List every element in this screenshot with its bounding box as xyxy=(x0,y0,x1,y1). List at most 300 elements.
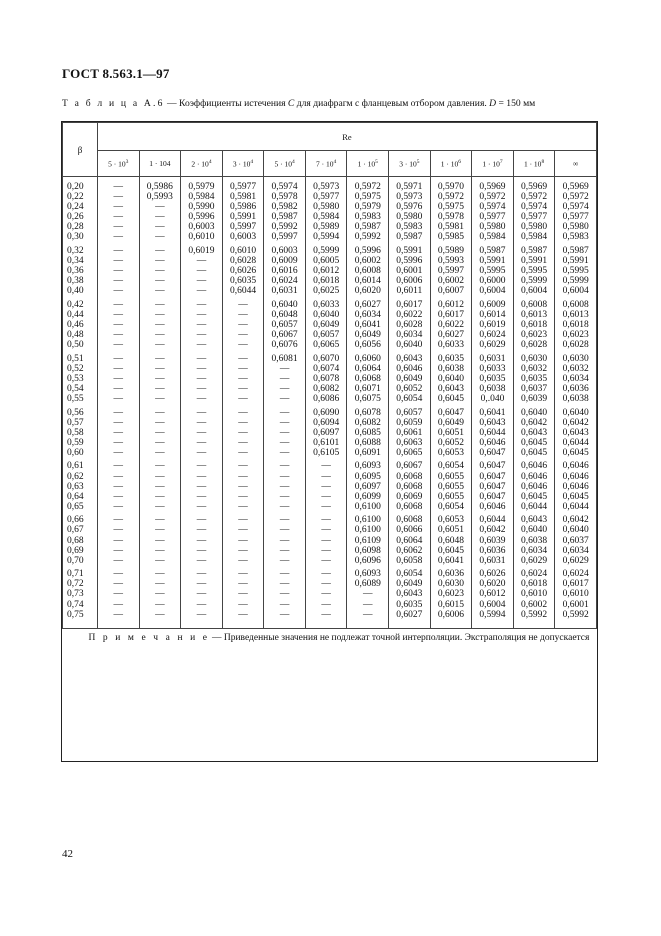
coefficient-cell: 0,5972 xyxy=(472,192,514,202)
coefficient-cell: 0,6070 xyxy=(305,354,347,364)
coefficient-cell: 0,6097 xyxy=(347,482,389,492)
coefficient-cell: 0,6001 xyxy=(389,266,431,276)
coefficient-cell: 0,6064 xyxy=(389,536,431,546)
table-row xyxy=(63,408,597,418)
coefficient-cell: — xyxy=(222,579,264,589)
coefficient-cell: 0,6086 xyxy=(305,394,347,408)
coefficient-cell: 0,5974 xyxy=(264,177,306,193)
coefficient-cell: 0,5999 xyxy=(555,276,597,286)
note-label: П р и м е ч а н и е xyxy=(88,633,210,644)
caption-var-c: C xyxy=(287,98,295,109)
coefficient-cell: 0,6009 xyxy=(472,300,514,310)
reynolds-column-header xyxy=(305,151,347,177)
coefficient-cell: 0,6034 xyxy=(389,330,431,340)
coefficient-cell: 0,6040 xyxy=(555,525,597,535)
coefficient-cell: — xyxy=(139,546,181,556)
coefficient-cell: 0,5991 xyxy=(472,256,514,266)
coefficient-cell: 0,6040 xyxy=(305,310,347,320)
coefficient-cell: — xyxy=(181,579,223,589)
coefficient-cell: — xyxy=(139,374,181,384)
coefficient-cell: — xyxy=(222,394,264,408)
coefficient-cell: 0,5984 xyxy=(181,192,223,202)
coefficient-cell: 0,6025 xyxy=(305,286,347,300)
re-value-base: 1 · 104 xyxy=(149,159,171,168)
coefficient-cell: 0,6027 xyxy=(389,610,431,629)
coefficient-cell: — xyxy=(139,320,181,330)
coefficient-cell: — xyxy=(222,354,264,364)
re-value-base: ∞ xyxy=(573,159,579,168)
table-row xyxy=(63,232,597,246)
caption-var-d: D xyxy=(489,98,497,109)
coefficient-cell: 0,6022 xyxy=(430,320,472,330)
re-value-base: 1 · 10 xyxy=(357,159,376,169)
coefficient-cell: — xyxy=(222,330,264,340)
coefficient-cell: — xyxy=(347,589,389,599)
coefficient-cell: 0,6018 xyxy=(305,276,347,286)
coefficient-table-frame xyxy=(61,121,598,762)
coefficient-cell: 0,6043 xyxy=(513,515,555,525)
re-value-base: 1 · 10 xyxy=(523,159,542,169)
reynolds-column-header xyxy=(472,151,514,177)
coefficient-cell: 0,6032 xyxy=(555,364,597,374)
coefficient-cell: — xyxy=(181,256,223,266)
coefficient-cell: 0,6040 xyxy=(389,340,431,354)
coefficient-cell: 0,6048 xyxy=(264,310,306,320)
beta-cell: 0,73 xyxy=(63,589,98,599)
coefficient-cell: 0,6046 xyxy=(555,472,597,482)
coefficient-cell: — xyxy=(98,482,140,492)
coefficient-cell: — xyxy=(264,448,306,462)
coefficient-cell: 0,6006 xyxy=(430,610,472,629)
beta-cell: 0,51 xyxy=(63,354,98,364)
coefficient-cell: 0,5977 xyxy=(472,212,514,222)
coefficient-cell: — xyxy=(139,246,181,256)
coefficient-cell: 0,6045 xyxy=(513,448,555,462)
coefficient-cell: — xyxy=(139,340,181,354)
coefficient-cell: 0,6065 xyxy=(389,448,431,462)
coefficient-cell: 0,6027 xyxy=(430,330,472,340)
coefficient-cell: 0,6085 xyxy=(347,428,389,438)
coefficient-cell: — xyxy=(139,256,181,266)
coefficient-cell: 0,5980 xyxy=(389,212,431,222)
coefficient-cell: 0,6036 xyxy=(472,546,514,556)
coefficient-cell: 0,6006 xyxy=(389,276,431,286)
coefficient-cell: 0,6012 xyxy=(305,266,347,276)
coefficient-cell: 0,6047 xyxy=(472,461,514,471)
coefficient-cell: — xyxy=(222,408,264,418)
coefficient-cell: — xyxy=(264,418,306,428)
coefficient-cell: — xyxy=(305,610,347,629)
coefficient-cell: — xyxy=(222,525,264,535)
coefficient-cell: 0,6041 xyxy=(430,556,472,570)
coefficient-cell: 0,5972 xyxy=(513,192,555,202)
table-row xyxy=(63,222,597,232)
coefficient-cell: 0,6040 xyxy=(513,525,555,535)
coefficient-cell: — xyxy=(264,482,306,492)
coefficient-cell: — xyxy=(98,438,140,448)
coefficient-cell: 0,5996 xyxy=(389,256,431,266)
coefficient-cell: 0,6055 xyxy=(430,492,472,502)
coefficient-cell: 0,6031 xyxy=(472,354,514,364)
beta-cell: 0,57 xyxy=(63,418,98,428)
table-row xyxy=(63,330,597,340)
coefficient-cell: — xyxy=(139,232,181,246)
coefficient-cell: — xyxy=(264,461,306,471)
coefficient-cell: 0,5992 xyxy=(347,232,389,246)
coefficient-cell: 0,6004 xyxy=(555,286,597,300)
coefficient-cell: 0,6015 xyxy=(430,600,472,610)
coefficient-cell: — xyxy=(222,536,264,546)
coefficient-cell: 0,6019 xyxy=(472,320,514,330)
coefficient-cell: — xyxy=(181,569,223,579)
coefficient-cell: 0,5973 xyxy=(389,192,431,202)
coefficient-cell: 0,6043 xyxy=(430,384,472,394)
coefficient-cell: 0,5979 xyxy=(181,177,223,193)
beta-cell: 0,46 xyxy=(63,320,98,330)
coefficient-cell: 0,5981 xyxy=(222,192,264,202)
coefficient-cell: — xyxy=(264,600,306,610)
coefficient-cell: — xyxy=(139,428,181,438)
table-row xyxy=(63,502,597,516)
coefficient-cell: — xyxy=(222,320,264,330)
coefficient-cell: 0,6023 xyxy=(430,589,472,599)
coefficient-cell: 0,5987 xyxy=(513,246,555,256)
coefficient-cell: 0,6075 xyxy=(347,394,389,408)
coefficient-cell: 0,6046 xyxy=(513,472,555,482)
coefficient-cell: — xyxy=(98,492,140,502)
re-value-exponent: 7 xyxy=(499,158,503,165)
coefficient-cell: 0,6071 xyxy=(347,384,389,394)
coefficient-cell: 0,5977 xyxy=(305,192,347,202)
re-value-base: 1 · 10 xyxy=(482,159,500,169)
coefficient-cell: 0,6019 xyxy=(181,246,223,256)
coefficient-cell: — xyxy=(264,364,306,374)
beta-column-header: β xyxy=(63,123,98,177)
coefficient-cell: — xyxy=(98,536,140,546)
coefficient-cell: — xyxy=(98,246,140,256)
coefficient-cell: — xyxy=(181,482,223,492)
coefficient-cell: — xyxy=(222,310,264,320)
coefficient-cell: 0,6044 xyxy=(555,502,597,516)
coefficient-cell: — xyxy=(181,300,223,310)
coefficient-cell: — xyxy=(98,448,140,462)
table-row xyxy=(63,448,597,462)
coefficient-cell: — xyxy=(264,515,306,525)
coefficient-cell: 0,6042 xyxy=(513,418,555,428)
coefficient-cell: 0,6055 xyxy=(430,482,472,492)
table-row xyxy=(63,384,597,394)
coefficient-cell: 0,6016 xyxy=(264,266,306,276)
coefficient-cell: 0,6033 xyxy=(430,340,472,354)
coefficient-cell: 0,6027 xyxy=(347,300,389,310)
coefficient-cell: — xyxy=(222,610,264,629)
coefficient-cell: 0,6049 xyxy=(389,579,431,589)
coefficient-cell: — xyxy=(181,600,223,610)
coefficient-cell: — xyxy=(305,579,347,589)
table-row xyxy=(63,515,597,525)
coefficient-cell: 0,6038 xyxy=(472,384,514,394)
table-row xyxy=(63,536,597,546)
table-row xyxy=(63,320,597,330)
coefficient-cell: — xyxy=(98,232,140,246)
coefficient-cell: — xyxy=(181,472,223,482)
coefficient-cell: 0,6054 xyxy=(430,461,472,471)
re-value-exponent: 6 xyxy=(458,158,462,165)
coefficient-cell: 0,6049 xyxy=(347,330,389,340)
table-row xyxy=(63,354,597,364)
table-body xyxy=(63,177,597,629)
coefficient-cell: — xyxy=(264,569,306,579)
beta-cell: 0,74 xyxy=(63,600,98,610)
coefficient-cell: 0,6096 xyxy=(347,556,389,570)
table-row xyxy=(63,212,597,222)
coefficient-cell: — xyxy=(181,408,223,418)
beta-cell: 0,59 xyxy=(63,438,98,448)
coefficient-cell: — xyxy=(139,286,181,300)
coefficient-cell: 0,5969 xyxy=(555,177,597,193)
beta-cell: 0,68 xyxy=(63,536,98,546)
coefficient-cell: 0,6031 xyxy=(472,556,514,570)
coefficient-cell: 0,6057 xyxy=(264,320,306,330)
coefficient-cell: — xyxy=(139,556,181,570)
coefficient-cell: 0,6040 xyxy=(430,374,472,384)
coefficient-cell: — xyxy=(264,589,306,599)
coefficient-cell: — xyxy=(98,192,140,202)
reynolds-column-header xyxy=(555,151,597,177)
coefficient-cell: 0,5996 xyxy=(347,246,389,256)
coefficient-cell: 0,6005 xyxy=(305,256,347,266)
coefficient-cell: 0,6046 xyxy=(472,438,514,448)
re-value-base: 2 · 10 xyxy=(191,159,209,169)
reynolds-column-header xyxy=(347,151,389,177)
coefficient-cell: — xyxy=(222,515,264,525)
coefficient-cell: — xyxy=(181,394,223,408)
coefficient-cell: 0,5973 xyxy=(305,177,347,193)
coefficient-cell: — xyxy=(181,556,223,570)
coefficient-cell: 0,6090 xyxy=(305,408,347,418)
coefficient-cell: 0,5969 xyxy=(472,177,514,193)
coefficient-cell: — xyxy=(181,384,223,394)
coefficient-cell: — xyxy=(264,556,306,570)
beta-cell: 0,58 xyxy=(63,428,98,438)
coefficient-cell: 0,5987 xyxy=(347,222,389,232)
beta-cell: 0,28 xyxy=(63,222,98,232)
beta-cell: 0,55 xyxy=(63,394,98,408)
reynolds-header: Re xyxy=(98,123,597,151)
coefficient-cell: 0,6066 xyxy=(389,525,431,535)
coefficient-cell: 0,6065 xyxy=(305,340,347,354)
coefficient-cell: 0,6042 xyxy=(555,418,597,428)
coefficient-cell: — xyxy=(98,310,140,320)
coefficient-cell: 0,6010 xyxy=(181,232,223,246)
coefficient-cell: 0,6093 xyxy=(347,461,389,471)
coefficient-cell: 0,6028 xyxy=(555,340,597,354)
coefficient-cell: — xyxy=(264,408,306,418)
coefficient-cell: 0,6043 xyxy=(513,428,555,438)
coefficient-cell: 0,5978 xyxy=(430,212,472,222)
coefficient-cell: — xyxy=(181,502,223,516)
re-value-exponent: 5 xyxy=(375,158,378,165)
beta-cell: 0,52 xyxy=(63,364,98,374)
coefficient-cell: 0,6020 xyxy=(472,579,514,589)
coefficient-cell: — xyxy=(98,354,140,364)
coefficient-cell: 0,6038 xyxy=(513,536,555,546)
coefficient-cell: 0,6040 xyxy=(264,300,306,310)
coefficient-cell: 0,5971 xyxy=(389,177,431,193)
beta-cell: 0,40 xyxy=(63,286,98,300)
coefficient-cell: 0,5984 xyxy=(472,232,514,246)
coefficient-cell: — xyxy=(98,266,140,276)
coefficient-cell: 0,6076 xyxy=(264,340,306,354)
coefficient-cell: 0,5992 xyxy=(264,222,306,232)
coefficient-cell: 0,6105 xyxy=(305,448,347,462)
coefficient-cell: — xyxy=(98,256,140,266)
coefficient-cell: — xyxy=(98,515,140,525)
coefficient-cell: 0,6082 xyxy=(305,384,347,394)
coefficient-cell: — xyxy=(305,482,347,492)
coefficient-cell: — xyxy=(98,569,140,579)
table-row xyxy=(63,589,597,599)
coefficient-cell: 0,5995 xyxy=(555,266,597,276)
coefficient-cell: 0,5977 xyxy=(513,212,555,222)
coefficient-cell: — xyxy=(222,569,264,579)
coefficient-cell: 0,6024 xyxy=(264,276,306,286)
table-row xyxy=(63,579,597,589)
coefficient-cell: — xyxy=(181,266,223,276)
table-row xyxy=(63,266,597,276)
reynolds-column-header xyxy=(181,151,223,177)
coefficient-cell: 0,6018 xyxy=(513,320,555,330)
beta-cell: 0,50 xyxy=(63,340,98,354)
coefficient-cell: 0,6068 xyxy=(347,374,389,384)
coefficient-cell: 0,6030 xyxy=(430,579,472,589)
coefficient-cell: 0,5978 xyxy=(264,192,306,202)
coefficient-cell: 0,6068 xyxy=(389,502,431,516)
table-row xyxy=(63,556,597,570)
coefficient-cell: 0,6022 xyxy=(389,310,431,320)
coefficient-cell: 0,6045 xyxy=(430,546,472,556)
coefficient-cell: 0,6023 xyxy=(555,330,597,340)
re-value-exponent: 4 xyxy=(333,158,337,165)
coefficient-cell: 0,5999 xyxy=(513,276,555,286)
coefficient-cell: — xyxy=(98,212,140,222)
table-row xyxy=(63,525,597,535)
coefficient-cell: 0,6044 xyxy=(222,286,264,300)
coefficient-cell: 0,6010 xyxy=(513,589,555,599)
coefficient-cell: 0,6057 xyxy=(389,408,431,418)
coefficient-cell: 0,6033 xyxy=(472,364,514,374)
coefficient-cell: 0,5997 xyxy=(430,266,472,276)
re-value-exponent: 3 xyxy=(125,158,129,165)
coefficient-cell: — xyxy=(139,492,181,502)
beta-cell: 0,67 xyxy=(63,525,98,535)
coefficient-cell: — xyxy=(181,364,223,374)
coefficient-cell: 0,6039 xyxy=(513,394,555,408)
coefficient-cell: 0,5974 xyxy=(472,202,514,212)
coefficient-cell: — xyxy=(181,546,223,556)
coefficient-cell: 0,6089 xyxy=(347,579,389,589)
document-code: ГОСТ 8.563.1—97 xyxy=(62,66,170,81)
coefficient-cell: — xyxy=(264,428,306,438)
coefficient-cell: 0,5993 xyxy=(430,256,472,266)
caption-text-2: для диафрагм с фланцевым отбором давления. xyxy=(294,98,490,109)
table-row xyxy=(63,394,597,408)
coefficient-cell: 0,6058 xyxy=(389,556,431,570)
coefficient-cell: 0,6045 xyxy=(513,492,555,502)
coefficient-cell: 0,6047 xyxy=(472,472,514,482)
re-value-exponent: 4 xyxy=(250,158,254,165)
coefficient-cell: 0,6041 xyxy=(472,408,514,418)
coefficient-cell: — xyxy=(264,394,306,408)
coefficient-cell: — xyxy=(98,286,140,300)
coefficient-cell: 0,6028 xyxy=(389,320,431,330)
beta-cell: 0,30 xyxy=(63,232,98,246)
coefficient-cell: — xyxy=(181,340,223,354)
coefficient-cell: 0,5987 xyxy=(389,232,431,246)
reynolds-columns-row xyxy=(63,151,597,177)
coefficient-cell: 0,6055 xyxy=(430,472,472,482)
coefficient-cell: — xyxy=(181,330,223,340)
coefficient-cell: — xyxy=(264,536,306,546)
coefficient-cell: — xyxy=(264,374,306,384)
coefficient-cell: 0,6054 xyxy=(389,569,431,579)
coefficient-cell: 0,6047 xyxy=(472,482,514,492)
beta-cell: 0,65 xyxy=(63,502,98,516)
coefficient-cell: 0,6035 xyxy=(430,354,472,364)
coefficient-cell: — xyxy=(98,222,140,232)
re-value-base: 3 · 10 xyxy=(399,159,417,169)
coefficient-cell: 0,6034 xyxy=(513,546,555,556)
coefficient-cell: 0,6049 xyxy=(430,418,472,428)
coefficient-cell: 0,5990 xyxy=(181,202,223,212)
coefficient-cell: 0,6063 xyxy=(389,438,431,448)
coefficient-cell: 0,6037 xyxy=(513,384,555,394)
table-row xyxy=(63,300,597,310)
coefficient-cell: 0,5969 xyxy=(513,177,555,193)
coefficient-cell: — xyxy=(98,374,140,384)
coefficient-cell: 0,6067 xyxy=(264,330,306,340)
coefficient-cell: 0,6052 xyxy=(389,384,431,394)
coefficient-cell: 0,6060 xyxy=(347,354,389,364)
coefficient-cell: — xyxy=(305,515,347,525)
coefficient-cell: 0,5995 xyxy=(472,266,514,276)
beta-cell: 0,36 xyxy=(63,266,98,276)
coefficient-cell: 0,6035 xyxy=(472,374,514,384)
coefficient-cell: — xyxy=(181,310,223,320)
coefficient-cell: 0,6035 xyxy=(513,374,555,384)
coefficient-cell: 0,5987 xyxy=(264,212,306,222)
coefficient-cell: — xyxy=(98,340,140,354)
coefficient-cell: — xyxy=(98,589,140,599)
coefficient-cell: 0,6044 xyxy=(472,428,514,438)
coefficient-cell: 0,6043 xyxy=(389,354,431,364)
coefficient-cell: — xyxy=(139,330,181,340)
table-row xyxy=(63,310,597,320)
coefficient-cell: — xyxy=(139,222,181,232)
coefficient-cell: — xyxy=(222,428,264,438)
coefficient-cell: 0,6024 xyxy=(472,330,514,340)
coefficient-cell: 0,6051 xyxy=(430,428,472,438)
coefficient-cell: 0,6033 xyxy=(305,300,347,310)
coefficient-cell: 0,6078 xyxy=(305,374,347,384)
coefficient-cell: 0,6098 xyxy=(347,546,389,556)
coefficient-cell: 0,6062 xyxy=(389,546,431,556)
coefficient-cell: — xyxy=(222,482,264,492)
coefficient-cell: 0,6023 xyxy=(513,330,555,340)
coefficient-cell: 0,6029 xyxy=(472,340,514,354)
coefficient-cell: 0,6026 xyxy=(222,266,264,276)
coefficient-cell: 0,6034 xyxy=(347,310,389,320)
